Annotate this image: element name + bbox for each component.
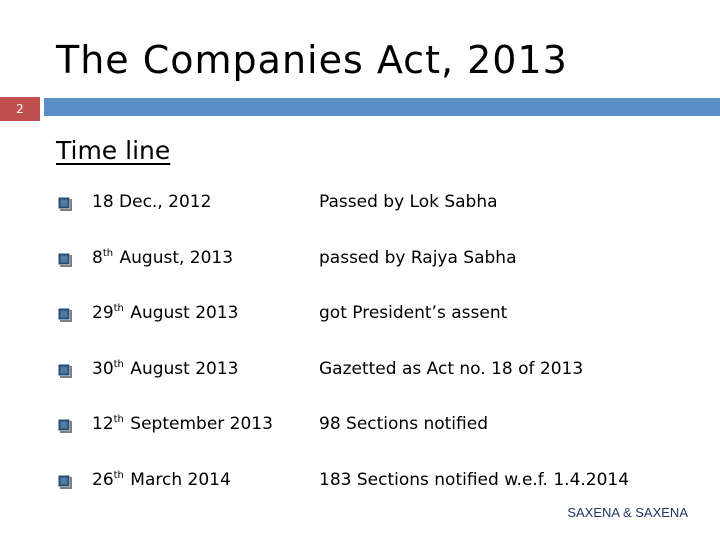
date-day: 29 [92, 303, 114, 323]
slide-title: The Companies Act, 2013 [56, 38, 568, 82]
date-suffix: th [102, 247, 114, 259]
square-bullet-icon [58, 364, 72, 378]
timeline-event: 183 Sections notified w.e.f. 1.4.2014 [319, 469, 630, 490]
slide-number: 2 [16, 102, 24, 116]
square-bullet-icon [58, 197, 72, 211]
date-day: 12 [92, 414, 114, 434]
timeline-event: Passed by Lok Sabha [319, 192, 498, 212]
square-bullet-icon [58, 253, 72, 267]
timeline-event: passed by Rajya Sabha [319, 247, 517, 268]
date-rest: August 2013 [124, 303, 239, 323]
date-suffix: th [113, 358, 124, 370]
date-day: 26 [92, 469, 114, 490]
date-rest: March 2014 [124, 469, 231, 490]
timeline-row [56, 353, 706, 409]
date-suffix: th [113, 414, 124, 425]
timeline-list [56, 186, 706, 519]
timeline-date [92, 248, 233, 268]
timeline-row [56, 408, 706, 464]
date-day: 8 [92, 247, 103, 268]
timeline-date [92, 470, 231, 490]
date-suffix: th [113, 303, 124, 314]
timeline-event: got President’s assent [319, 303, 508, 323]
timeline-date [92, 359, 238, 379]
timeline-row [56, 242, 706, 298]
square-bullet-icon [58, 308, 72, 322]
timeline-event: 98 Sections notified [319, 414, 488, 434]
footer-credit: SAXENA & SAXENA [567, 505, 688, 520]
timeline-row [56, 297, 706, 353]
timeline-heading: Time line [56, 136, 171, 165]
date-rest: September 2013 [124, 414, 273, 434]
timeline-row [56, 186, 706, 242]
timeline-date [92, 414, 273, 434]
date-rest: August, 2013 [114, 247, 234, 268]
date-day: 18 Dec., 2012 [92, 192, 212, 212]
date-suffix: th [113, 469, 124, 481]
slide-number-badge [0, 97, 40, 121]
timeline-date [92, 303, 238, 323]
title-divider-bar [44, 98, 720, 116]
timeline-event: Gazetted as Act no. 18 of 2013 [319, 358, 584, 379]
timeline-date [92, 192, 212, 212]
date-day: 30 [92, 358, 114, 379]
date-rest: August 2013 [124, 358, 239, 379]
square-bullet-icon [58, 475, 72, 489]
square-bullet-icon [58, 419, 72, 433]
